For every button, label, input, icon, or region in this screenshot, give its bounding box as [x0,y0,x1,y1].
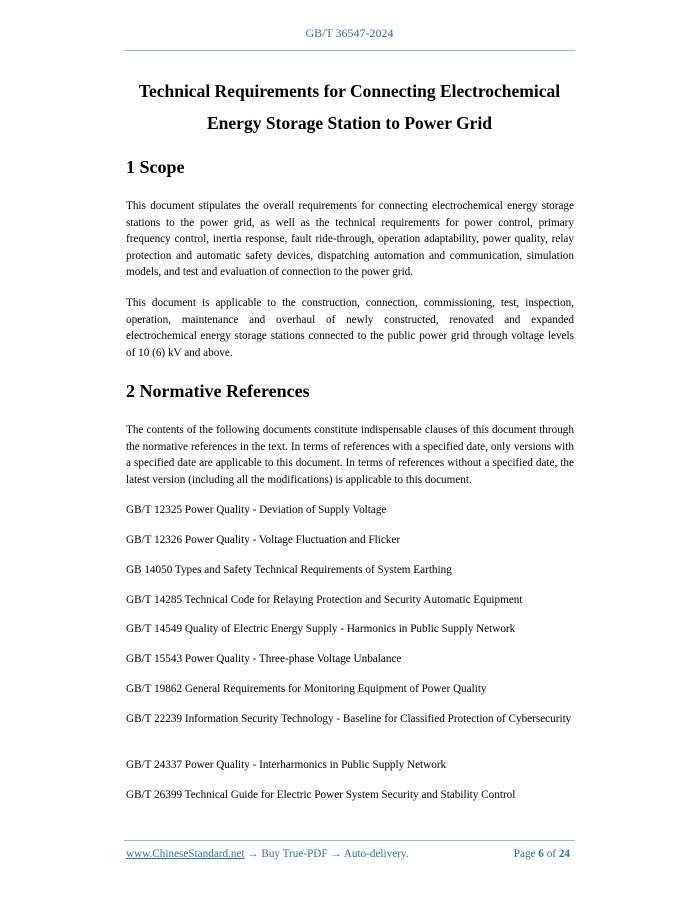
reference-item: GB/T 24337 Power Quality - Interharmonics in Public Supply Network [126,759,447,771]
scope-paragraph-2: This document is applicable to the construction, connection, commissioning, test, inspection, operation, maintenance and overhaul of newly constructed, renovated and expanded electrochemical energy storage stations connected to the public power grid through voltage levels of 10 (6) kV and above. [126,297,574,359]
normative-references-paragraph: The contents of the following documents constitute indispensable clauses of this document through the normative references in the text. In terms of references with a specified date, only versions with a specified date are applicable to this document. In terms of references without a specified date, the latest version (including all the modifications) is applicable to this document. [126,424,574,486]
reference-item: GB/T 19862 General Requirements for Monitoring Equipment of Power Quality [126,683,487,695]
reference-item: GB/T 15543 Power Quality - Three-phase Voltage Unbalance [126,653,402,665]
reference-item: GB/T 14285 Technical Code for Relaying Protection and Security Automatic Equipment [126,594,523,606]
arrow-right-icon: → [330,848,342,860]
page-label: Page [513,848,536,860]
footer-divider [124,840,575,841]
site-link[interactable]: www.ChineseStandard.net [126,848,245,860]
reference-item: GB/T 22239 Information Security Technology - Baseline for Classified Protection of Cybersecurity [126,713,572,725]
auto-delivery-text: Auto-delivery. [343,848,409,860]
footer [126,848,574,860]
header-divider [124,50,575,51]
scope-paragraph-1: This document stipulates the overall requirements for connecting electrochemical energy storage stations to the power grid, as well as the technical requirements for power control, primary frequency control, inertia response, fault ride-through, operation adaptability, power quality, relay protection and automatic safety devices, dispatching automation and communication, simulation models, and test and evaluation of connection to the power grid. [126,200,574,279]
buy-link[interactable]: Buy True-PDF [261,848,328,860]
document-title [124,75,575,139]
title-line-1: Technical Requirements for Connecting Electrochemical [138,81,561,101]
page-current: 6 [538,848,544,860]
reference-item: GB/T 12326 Power Quality - Voltage Fluctuation and Flicker [126,534,401,546]
reference-item: GB/T 26399 Technical Guide for Electric Power System Security and Stability Control [126,789,516,801]
section-heading-normative-references: 2 Normative References [126,381,310,401]
header-standard-code: GB/T 36547-2024 [305,26,394,40]
section-heading-scope: 1 Scope [126,157,185,177]
reference-item: GB/T 14549 Quality of Electric Energy Supply - Harmonics in Public Supply Network [126,623,516,635]
of-label: of [546,848,557,860]
page-total: 24 [558,848,570,860]
title-line-2: Energy Storage Station to Power Grid [207,113,492,133]
reference-item: GB 14050 Types and Safety Technical Requirements of System Earthing [126,564,452,576]
reference-item: GB/T 12325 Power Quality - Deviation of Supply Voltage [126,504,387,516]
page-indicator [514,848,570,860]
arrow-right-icon: → [247,848,259,860]
